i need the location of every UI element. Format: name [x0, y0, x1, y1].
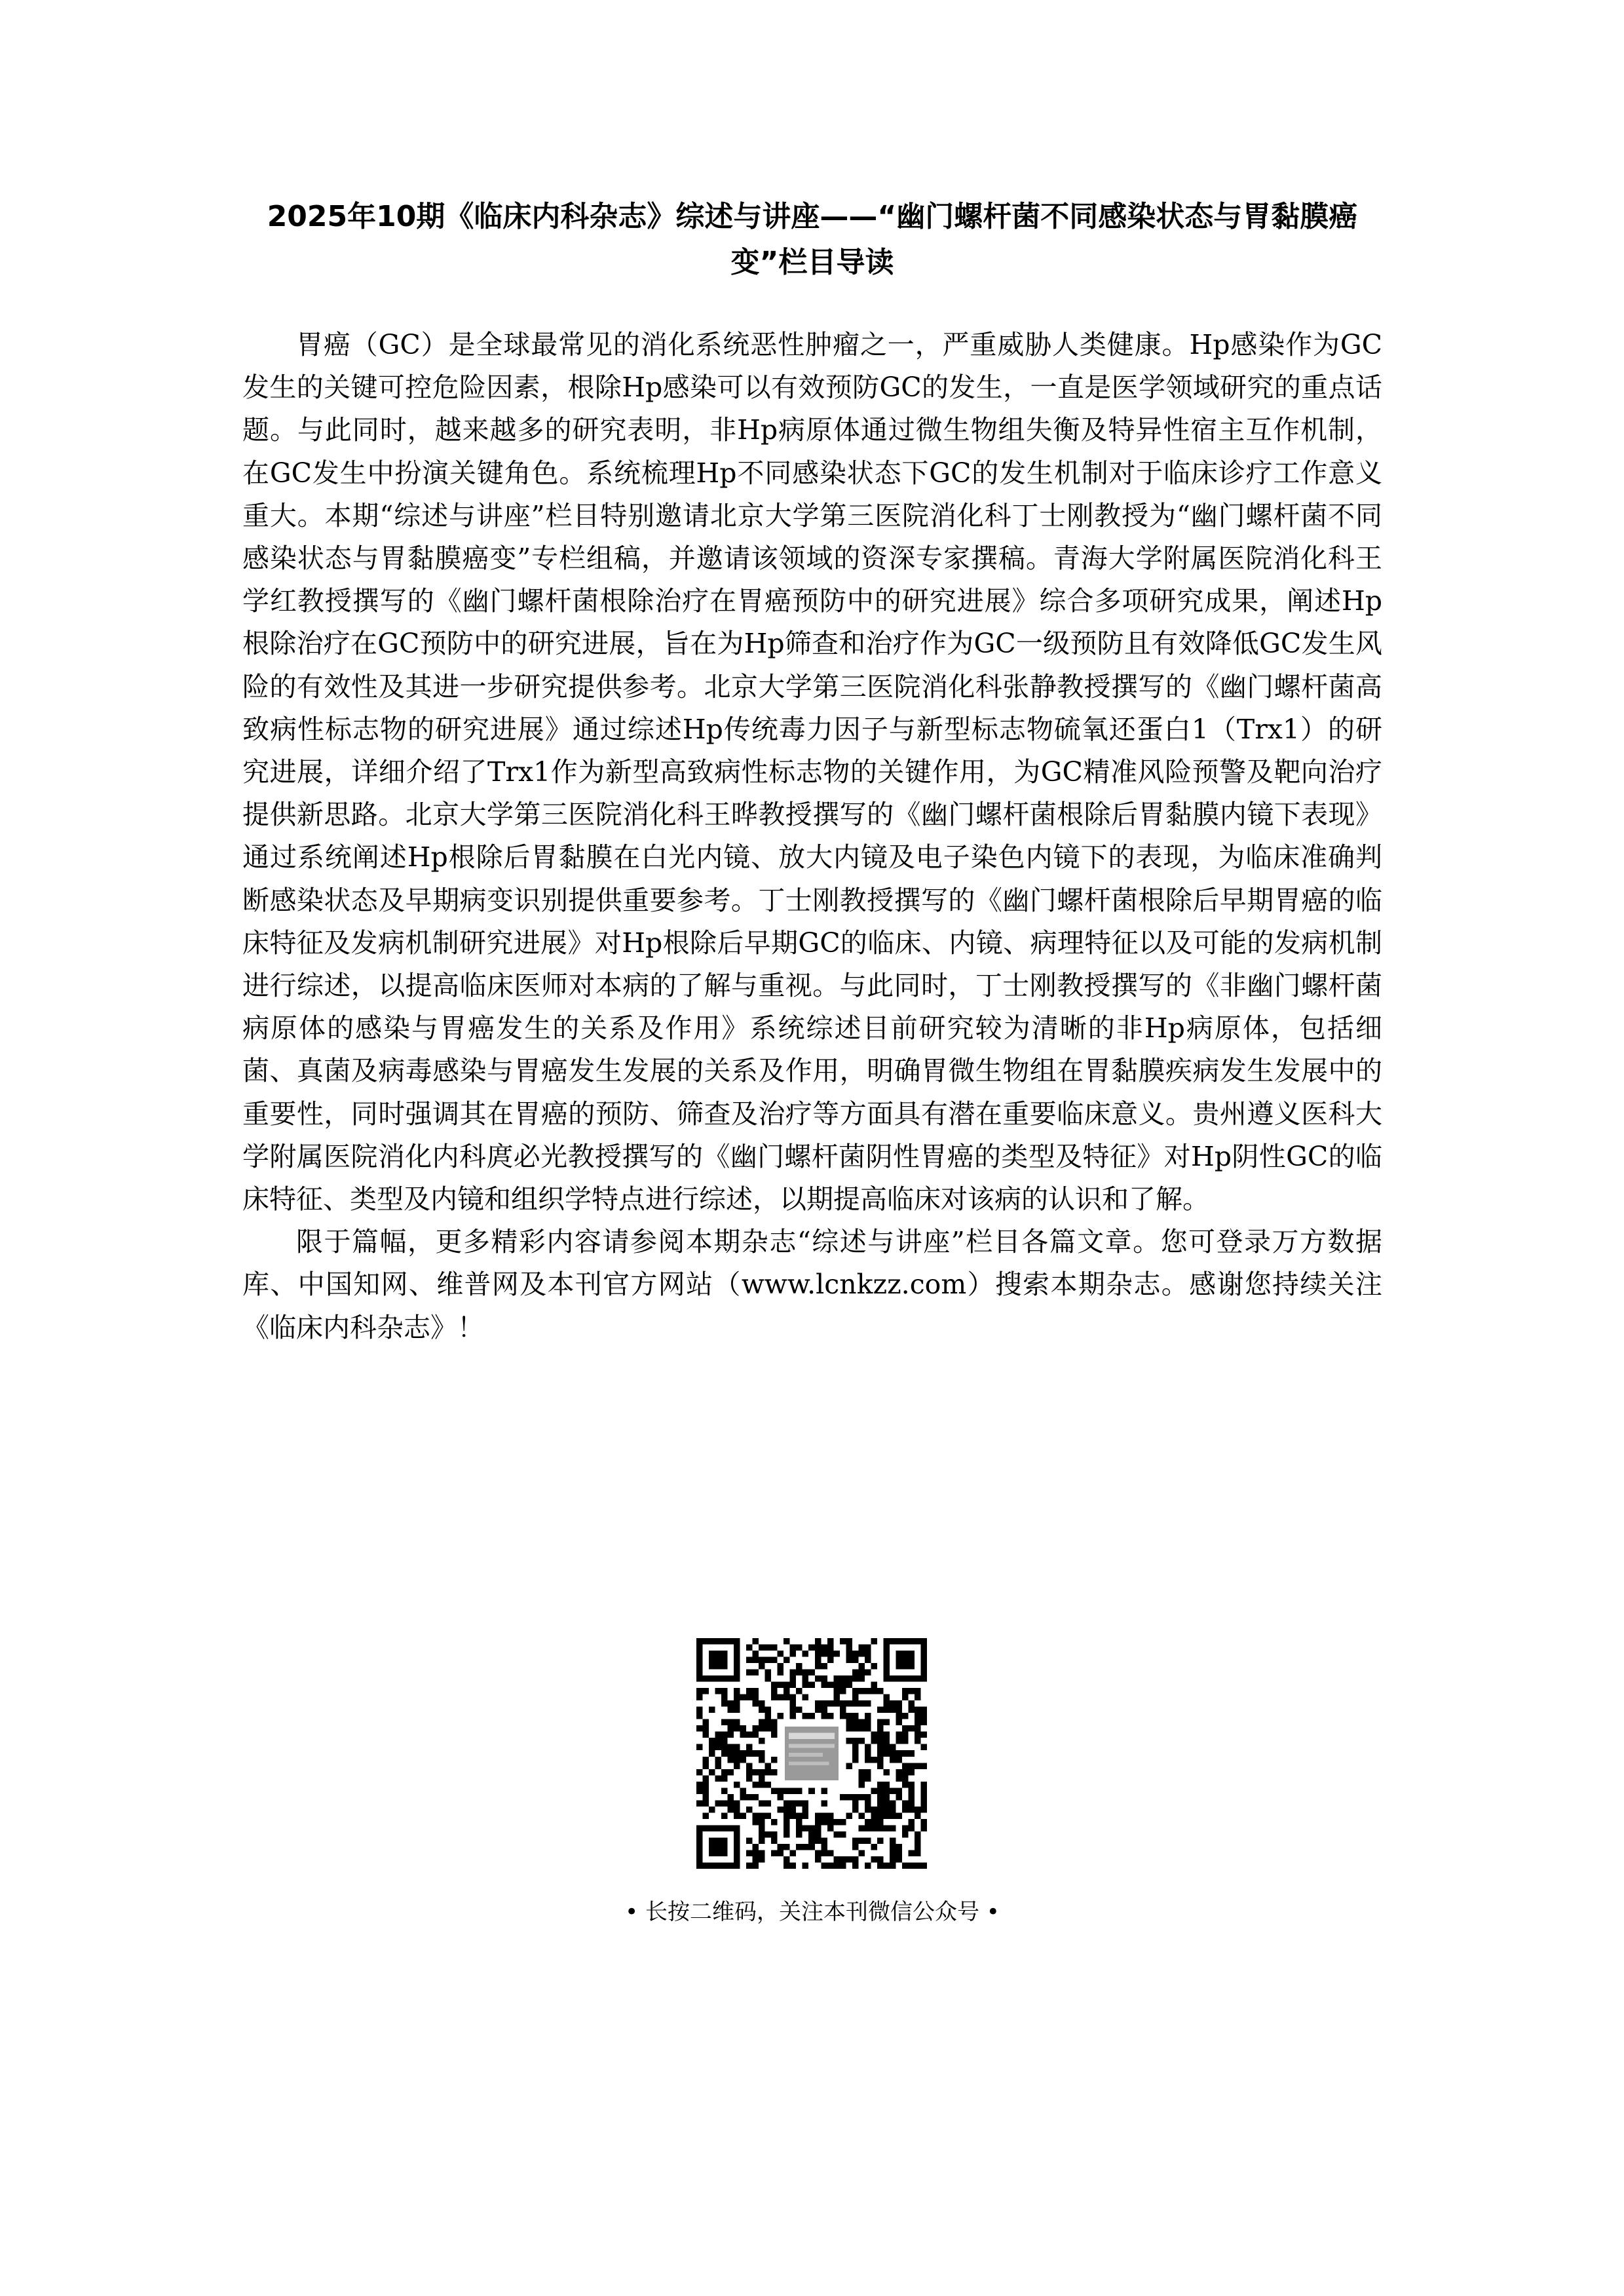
paragraph-closing: 限于篇幅，更多精彩内容请参阅本期杂志“综述与讲座”栏目各篇文章。您可登录万方数据库、中国知网、维普网及本刊官方网站（www.lcnkzz.com）搜索本期杂志。感谢您持续关注《临床内科杂志》！ [242, 1226, 1382, 1343]
article-body [242, 324, 1382, 1349]
title-line-2: 变”栏目导读 [730, 246, 894, 279]
qr-code-graphic [696, 1638, 927, 1869]
qr-caption: • 长按二维码，关注本刊微信公众号 • [625, 1899, 1000, 1925]
qr-code-icon[interactable] [696, 1638, 927, 1869]
title-line-1: 2025年10期《临床内科杂志》综述与讲座——“幽门螺杆菌不同感染状态与胃黏膜癌 [267, 200, 1358, 233]
paragraph-intro: 胃癌（GC）是全球最常见的消化系统恶性肿瘤之一，严重威胁人类健康。Hp感染作为GC发生的关键可控危险因素，根除Hp感染可以有效预防GC的发生，一直是医学领域研究的重点话题。与此同时，越来越多的研究表明，非Hp病原体通过微生物组失衡及特异性宿主互作机制，在GC发生中扮演关键角色。系统梳理Hp不同感染状态下GC的发生机制对于临床诊疗工作意义重大。本期“综述与讲座”栏目特别邀请北京大学第三医院消化科丁士刚教授为“幽门螺杆菌不同感染状态与胃黏膜癌变”专栏组稿，并邀请该领域的资深专家撰稿。青海大学附属医院消化科王学红教授撰写的《幽门螺杆菌根除治疗在胃癌预防中的研究进展》综合多项研究成果，阐述Hp根除治疗在GC预防中的研究进展，旨在为Hp筛查和治疗作为GC一级预防且有效降低GC发生风险的有效性及其进一步研究提供参考。北京大学第三医院消化科张静教授撰写的《幽门螺杆菌高致病性标志物的研究进展》通过综述Hp传统毒力因子与新型标志物硫氧还蛋白1（Trx1）的研究进展，详细介绍了Trx1作为新型高致病性标志物的关键作用，为GC精准风险预警及靶向治疗提供新思路。北京大学第三医院消化科王晔教授撰写的《幽门螺杆菌根除后胃黏膜内镜下表现》通过系统阐述Hp根除后胃黏膜在白光内镜、放大内镜及电子染色内镜下的表现，为临床准确判断感染状态及早期病变识别提供重要参考。丁士刚教授撰写的《幽门螺杆菌根除后早期胃癌的临床特征及发病机制研究进展》对Hp根除后早期GC的临床、内镜、病理特征以及可能的发病机制进行综述，以提高临床医师对本病的了解与重视。与此同时，丁士刚教授撰写的《非幽门螺杆菌病原体的感染与胃癌发生的关系及作用》系统综述目前研究较为清晰的非Hp病原体，包括细菌、真菌及病毒感染与胃癌发生发展的关系及作用，明确胃微生物组在胃黏膜疾病发生发展中的重要性，同时强调其在胃癌的预防、筛查及治疗等方面具有潜在重要临床意义。贵州遵义医科大学附属医院消化内科庹必光教授撰写的《幽门螺杆菌阴性胃癌的类型及特征》对Hp阴性GC的临床特征、类型及内镜和组织学特点进行综述，以期提高临床对该病的认识和了解。 [242, 329, 1382, 1215]
page-title [242, 194, 1382, 286]
